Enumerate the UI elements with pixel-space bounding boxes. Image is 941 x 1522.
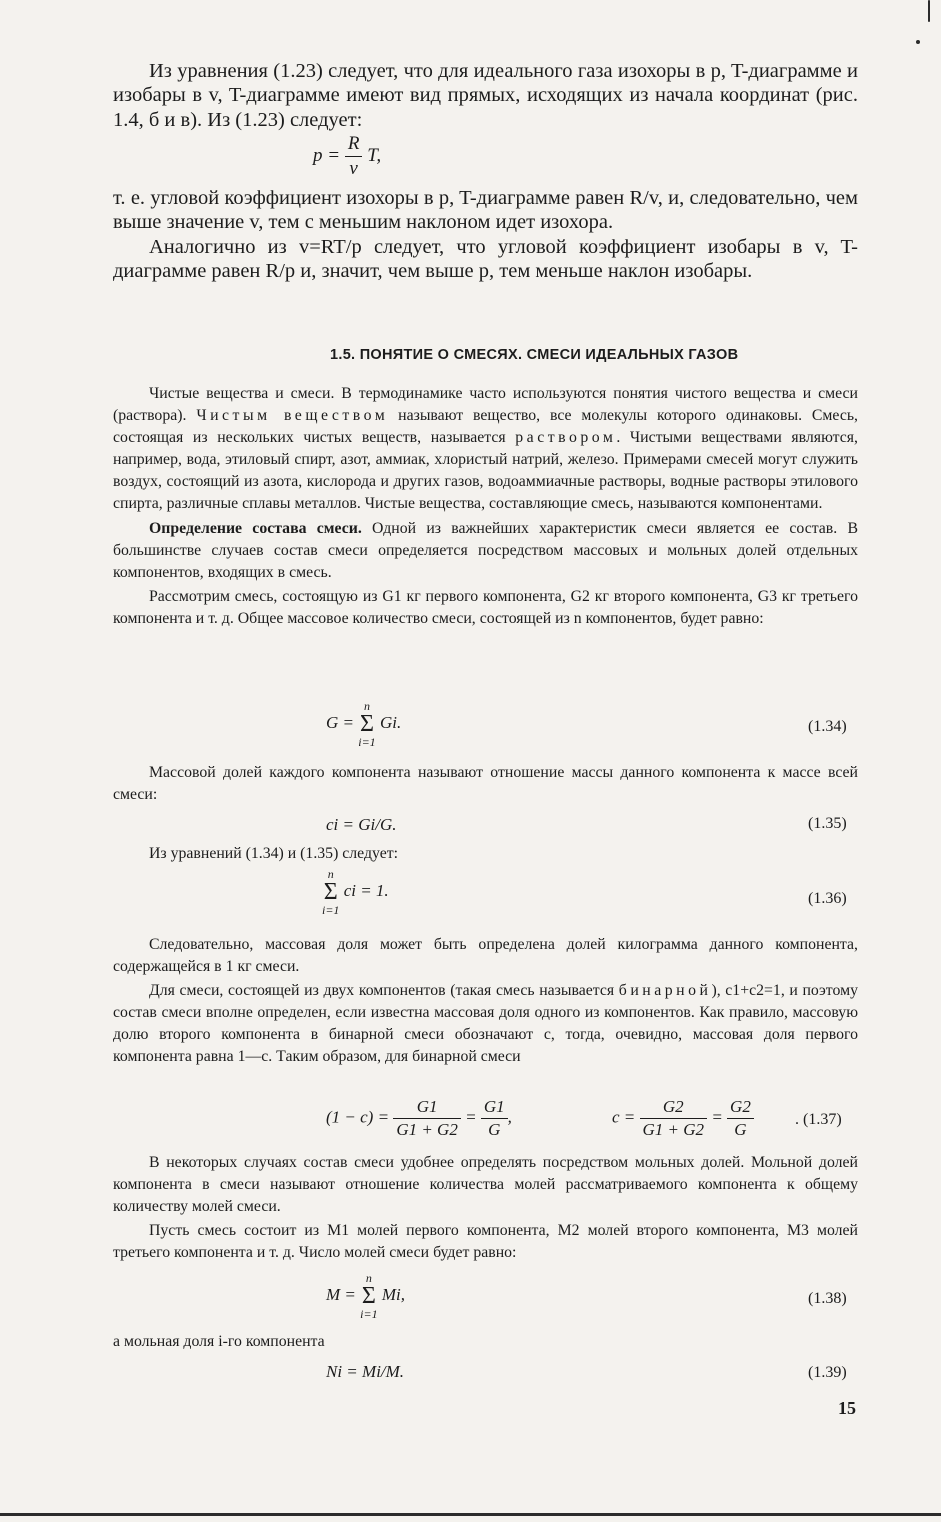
text-run: . Чистыми веществами являются, например, вода, этиловый спирт, азот, аммиак, хлористый натрий, железо. Примерами смесей могут служить воздух, состоящий из азота, кислорода и других газов, водоаммиачные растворы, водные растворы этилового спирта, различные сплавы металлов. Чистые вещества, составляющие смесь, называются компонентами. (113, 429, 858, 513)
formula-part: (1 − c) = (326, 1107, 394, 1127)
paragraph-moles: Пусть смесь состоит из M1 молей первого компонента, M2 молей второго компонента, M3 молей третьего компонента и т. д. Число молей смеси будет равно: (113, 1222, 858, 1262)
paragraph-slope-isochore: т. е. угловой коэффициент изохоры в p, T-диаграмме равен R/v, и, следовательно, чем выше значение v, тем с меньшим наклоном идет изохора. (113, 187, 858, 234)
equation-1-39: Ni = Mi/M. (326, 1362, 405, 1381)
section-body-6 (113, 1331, 858, 1353)
scan-bottom-edge (0, 1513, 941, 1516)
section-body-5 (113, 1152, 858, 1264)
equation-number: (1.34) (808, 718, 847, 735)
equation-1-38 (326, 1272, 405, 1320)
fraction-numerator: R (345, 133, 363, 157)
formula-part: ci = 1. (339, 880, 389, 900)
text-run: Одной из важнейших характеристик смеси является ее состав. В большинстве случаев состав смеси определяется посредством массовых и мольных долей отдельных компонентов, входящих в смесь. (113, 519, 858, 581)
equation-1-36 (322, 868, 389, 916)
text-run: Для смеси, состоящей из двух компонентов (такая смесь называется (149, 982, 619, 1000)
fraction-denominator: v (349, 158, 358, 179)
section-body-2 (113, 762, 858, 806)
equation-number: (1.38) (808, 1290, 847, 1307)
paragraph-consequence: Следовательно, массовая доля может быть определена долей килограмма данного компонента, содержащейся в 1 кг смеси. (113, 936, 858, 976)
formula-part: = (707, 1107, 728, 1127)
sum-symbol (360, 1272, 377, 1320)
intro-text (113, 59, 858, 132)
formula-part: p = (313, 144, 345, 166)
formula-part: M = (326, 1284, 361, 1304)
sum-upper-limit: n (327, 867, 334, 881)
equation-1-37-first (326, 1097, 512, 1140)
conclusion-text (113, 186, 858, 283)
fraction-numerator: G2 (640, 1097, 708, 1119)
fraction-numerator: G1 (481, 1097, 508, 1119)
scan-mark (928, 0, 930, 22)
fraction-denominator: G1 + G2 (396, 1120, 458, 1139)
equation-number: (1.35) (808, 815, 847, 832)
section-body (113, 383, 858, 630)
formula-p-equals (313, 133, 381, 180)
fraction (481, 1097, 508, 1140)
sigma-glyph: Σ (323, 879, 338, 905)
formula-part: G = (326, 712, 359, 732)
formula-part: T, (367, 144, 382, 166)
paragraph-from-equations: Из уравнений (1.34) и (1.35) следует: (149, 845, 399, 862)
paragraph-molar-fraction: В некоторых случаях состав смеси удобнее определять посредством мольных долей. Мольной долей компонента в смеси называют отношение количества молей рассматриваемого компонента к общему количеству молей смеси. (113, 1154, 858, 1216)
fraction (640, 1097, 708, 1140)
fraction (393, 1097, 461, 1140)
equation-number: . (1.37) (795, 1111, 842, 1128)
paragraph-binary-mixture (113, 980, 858, 1068)
scan-speck (916, 40, 920, 44)
fraction (727, 1097, 754, 1140)
formula-part: Gi. (375, 712, 402, 732)
spaced-term: раствором (515, 429, 617, 447)
paragraph-mass-fraction: Массовой долей каждого компонента называют отношение массы данного компонента к массе всей смеси: (113, 764, 858, 804)
equation-1-35: ci = Gi/G. (326, 815, 397, 834)
fraction-numerator: G2 (727, 1097, 754, 1119)
sum-lower-limit: i=1 (360, 1307, 378, 1321)
paragraph-isochores: Из уравнения (1.23) следует, что для идеального газа изохоры в p, T-диаграмме и изобары в v, T-диаграмме имеют вид прямых, исходящих из начала координат (рис. 1.4, б и в). Из (1.23) следует: (113, 60, 858, 131)
fraction-r-over-v (345, 133, 363, 180)
formula-part: Mi, (377, 1284, 405, 1304)
text-run: ), c1+c2=1, и поэтому состав смеси вполне определен, если известна массовая доля одного из компонентов. Как правило, массовую долю второго компонента в бинарной смеси обозначают c, тогда, очевидно, массовая доля первого компонента равна 1—c. Таким образом, для бинарной смеси (113, 982, 858, 1066)
section-body-3 (113, 843, 858, 865)
equation-1-34 (326, 700, 401, 748)
sum-lower-limit: i=1 (358, 735, 376, 749)
spaced-term: Чистым веществом (196, 407, 389, 425)
equation-number: (1.36) (808, 890, 847, 907)
equation-1-37-second (612, 1097, 754, 1140)
spaced-term: бинарной (618, 982, 712, 1000)
sum-lower-limit: i=1 (322, 903, 340, 917)
text-run: Чистые вещества и смеси. В термодинамике часто используются понятия чистого вещества и смеси (раствора). (113, 385, 858, 425)
paragraph-ith-component: а мольная доля i-го компонента (113, 1333, 325, 1350)
sum-upper-limit: n (365, 1271, 372, 1285)
section-body-4 (113, 934, 858, 1069)
page-number: 15 (838, 1398, 856, 1418)
equation-number: (1.39) (808, 1364, 847, 1381)
sigma-glyph: Σ (359, 711, 374, 737)
sigma-glyph: Σ (361, 1283, 376, 1309)
formula-part: c = (612, 1107, 640, 1127)
fraction-denominator: G (488, 1120, 501, 1139)
fraction-numerator: G1 (393, 1097, 461, 1119)
paragraph-slope-isobar: Аналогично из v=RT/p следует, что угловой коэффициент изобары в v, T-диаграмме равен R/p и, значит, чем выше p, тем меньше наклон изобары. (113, 235, 858, 282)
paragraph-pure-substances (113, 383, 858, 516)
formula-part: = (460, 1107, 481, 1127)
fraction-denominator: G1 + G2 (642, 1120, 705, 1139)
formula-part: , (507, 1107, 512, 1127)
run-in-heading: Определение состава смеси. (149, 519, 362, 537)
fraction-denominator: G (734, 1120, 747, 1139)
sum-upper-limit: n (363, 699, 370, 713)
paragraph-mixture-mass: Рассмотрим смесь, состоящую из G1 кг первого компонента, G2 кг второго компонента, G3 кг третьего компонента и т. д. Общее массовое количество смеси, состоящей из n компонентов, будет равно: (113, 587, 858, 627)
paragraph-composition (113, 518, 858, 584)
sum-symbol (322, 868, 339, 916)
section-heading: 1.5. ПОНЯТИЕ О СМЕСЯХ. СМЕСИ ИДЕАЛЬНЫХ ГАЗОВ (330, 347, 739, 363)
sum-symbol (358, 700, 375, 748)
text-run: называют вещество, все молекулы которого одинаковы. Смесь, состоящая из нескольких чистых веществ, называется (113, 407, 858, 447)
